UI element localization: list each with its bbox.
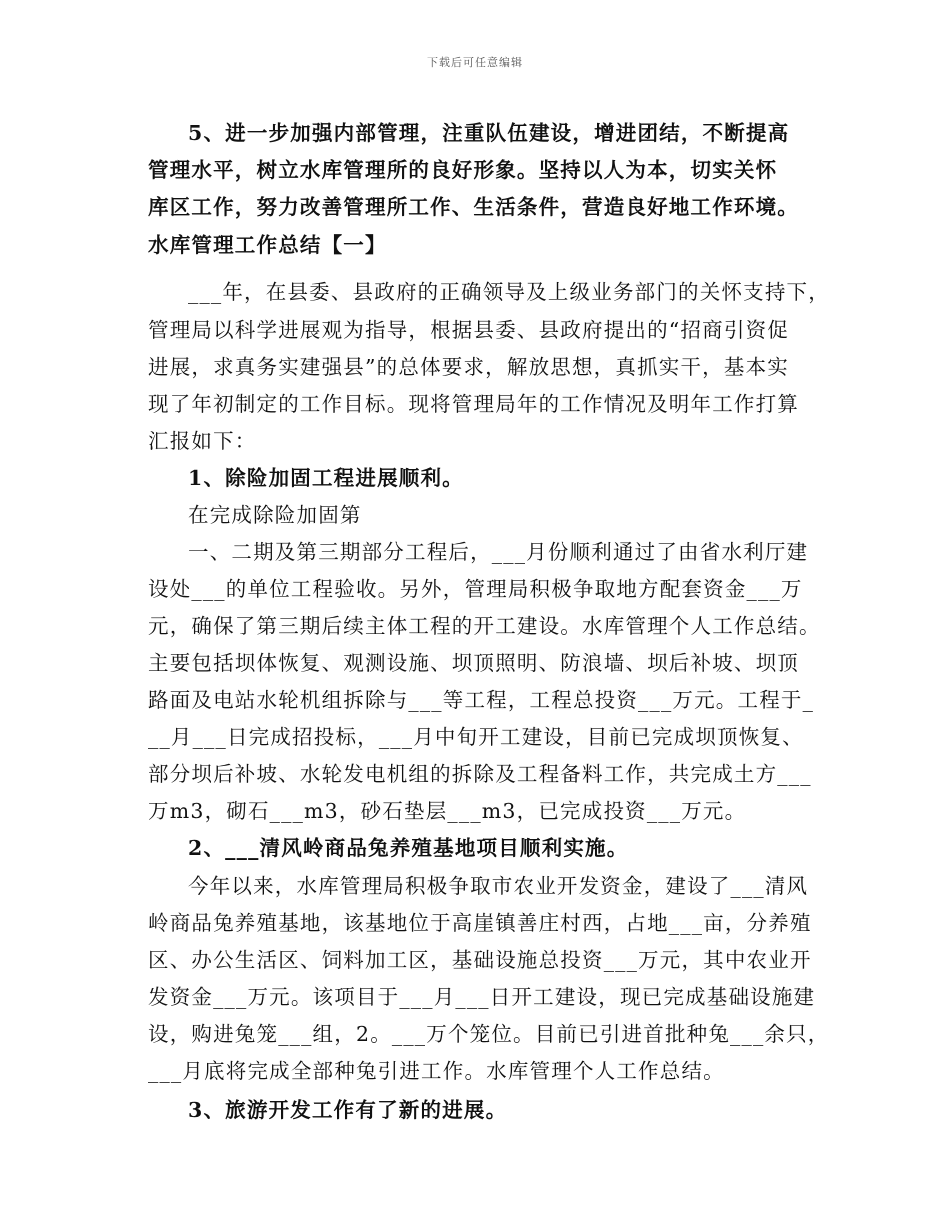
text-line-6: 管理局以科学进展观为指导，根据县委、县政府提出的“招商引资促 (148, 318, 789, 342)
heading-3: 3、旅游开发工作有了新的进展。 (188, 1098, 508, 1122)
text-line-19: 万m3，砌石___m3，砂石垫层___m3，已完成投资___万元。 (148, 799, 747, 823)
text-line-8: 现了年初制定的工作目标。现将管理局年的工作情况及明年工作打算 (148, 392, 799, 416)
text-line-24: 发资金___万元。该项目于___月___日开工建设，现已完成基础设施建 (148, 985, 816, 1009)
text-line-12: 一、二期及第三期部分工程后，___月份顺利通过了由省水利厅建 (188, 540, 809, 564)
heading-2: 2、___清风岭商品兔养殖基地项目顺利实施。 (188, 836, 629, 860)
text-line-13: 设处___的单位工程验收。另外，管理局积极争取地方配套资金___万 (148, 577, 803, 601)
text-line-1: 5、进一步加强内部管理，注重队伍建设，增进团结，不断提高 (188, 121, 790, 145)
text-line-11: 在完成除险加固第 (188, 503, 362, 527)
text-line-5: ___年，在县委、县政府的正确领导及上级业务部门的关怀支持下， (188, 280, 830, 304)
text-line-15: 主要包括坝体恢复、观测设施、坝顶照明、防浪墙、坝后补坡、坝顶 (148, 651, 799, 675)
section-title: 水库管理工作总结【一】 (148, 233, 387, 257)
text-line-18: 部分坝后补坡、水轮发电机组的拆除及工程备料工作，共完成土方___ (148, 762, 812, 786)
text-line-9: 汇报如下： (148, 429, 257, 453)
page-header: 下载后可任意编辑 (427, 56, 523, 69)
text-line-14: 元，确保了第三期后续主体工程的开工建设。水库管理个人工作总结。 (148, 614, 821, 638)
text-line-22: 岭商品兔养殖基地，该基地位于高崖镇善庄村西，占地___亩，分养殖 (148, 911, 812, 935)
text-line-23: 区、办公生活区、饲料加工区，基础设施总投资___万元，其中农业开 (148, 948, 812, 972)
text-line-3: 库区工作，努力改善管理所工作、生活条件，营造良好地工作环境。 (148, 195, 799, 219)
text-line-16: 路面及电站水轮机组拆除与___等工程，工程总投资___万元。工程于_ (148, 688, 815, 712)
heading-1: 1、除险加固工程进展顺利。 (188, 466, 464, 490)
text-line-21: 今年以来，水库管理局积极争取市农业开发资金，建设了___清风 (188, 874, 809, 898)
text-line-25: 设，购进兔笼___组，2。___万个笼位。目前已引进首批种兔___余只， (148, 1022, 830, 1046)
text-line-7: 进展，求真务实建强县”的总体要求，解放思想，真抓实干，基本实 (148, 355, 789, 379)
text-line-26: ___月底将完成全部种兔引进工作。水库管理个人工作总结。 (148, 1059, 725, 1083)
text-line-2: 管理水平，树立水库管理所的良好形象。坚持以人为本，切实关怀 (148, 158, 778, 182)
text-line-17: __月___日完成招投标，___月中旬开工建设，目前已完成坝顶恢复、 (148, 725, 804, 749)
